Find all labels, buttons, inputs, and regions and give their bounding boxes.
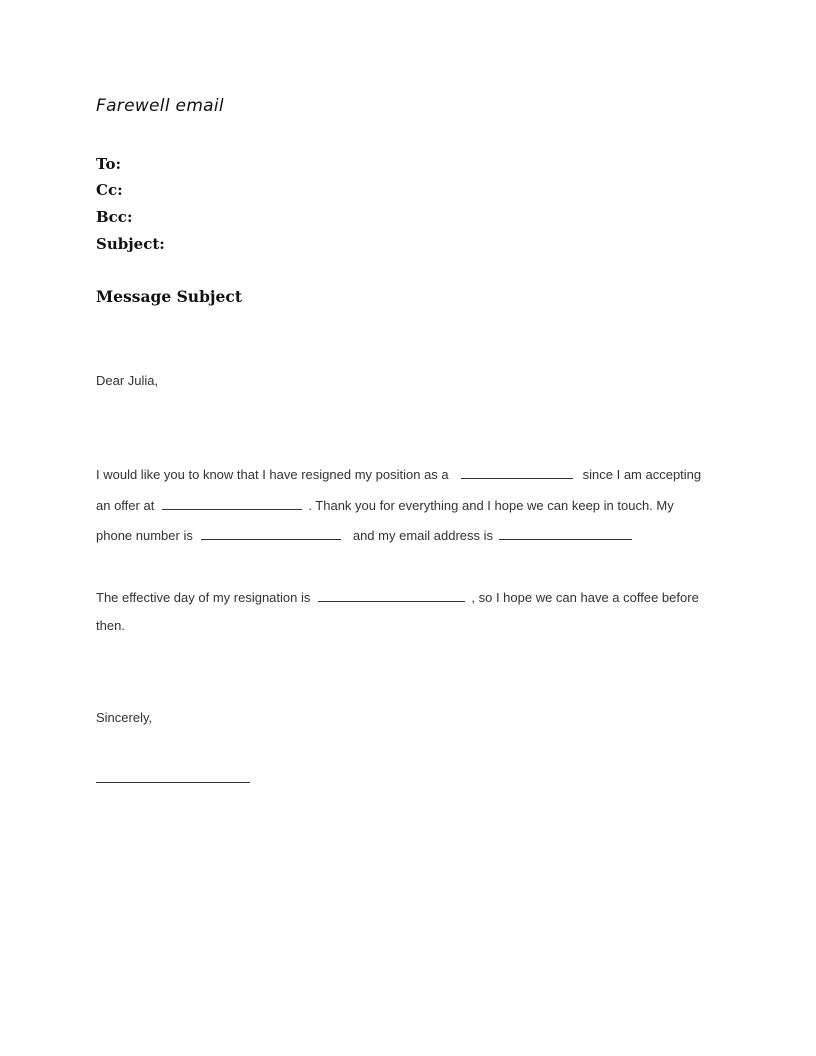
position-blank-line bbox=[461, 465, 573, 479]
paragraph2-line1-text-a: The effective day of my resignation is bbox=[96, 590, 311, 605]
paragraph2-line1-text-b: , so I hope we can have a coffee before bbox=[471, 590, 699, 605]
paragraph1-line1 bbox=[96, 465, 701, 482]
signature-blank-line bbox=[96, 782, 250, 783]
paragraph1-line3-text-b: and my email address is bbox=[352, 528, 494, 543]
cc-field-label: Cc: bbox=[96, 181, 123, 199]
to-field-label: To: bbox=[96, 155, 121, 173]
resignation-date-blank-line bbox=[318, 588, 465, 602]
bcc-field-label: Bcc: bbox=[96, 208, 133, 226]
paragraph1-line2-text-b: . Thank you for everything and I hope we can keep in touch. My bbox=[308, 498, 674, 513]
paragraph1-line1-text-a: I would like you to know that I have resigned my position as a bbox=[96, 467, 449, 482]
message-subject-heading: Message Subject bbox=[96, 287, 242, 306]
document-title: Farewell email bbox=[96, 96, 224, 116]
paragraph1-line3-text-a: phone number is bbox=[96, 528, 193, 543]
paragraph2-line2: then. bbox=[96, 618, 125, 633]
paragraph2-line1 bbox=[96, 588, 699, 605]
paragraph1-line3 bbox=[96, 526, 638, 543]
greeting: Dear Julia, bbox=[96, 373, 159, 388]
email-blank-line bbox=[499, 526, 632, 540]
paragraph1-line2-text-a: an offer at bbox=[96, 498, 155, 513]
subject-field-label: Subject: bbox=[96, 235, 165, 253]
closing: Sincerely, bbox=[96, 710, 153, 725]
paragraph1-line1-text-b: since I am accepting bbox=[582, 467, 702, 482]
company-blank-line bbox=[162, 496, 302, 510]
paragraph1-line2 bbox=[96, 496, 674, 513]
phone-blank-line bbox=[201, 526, 341, 540]
